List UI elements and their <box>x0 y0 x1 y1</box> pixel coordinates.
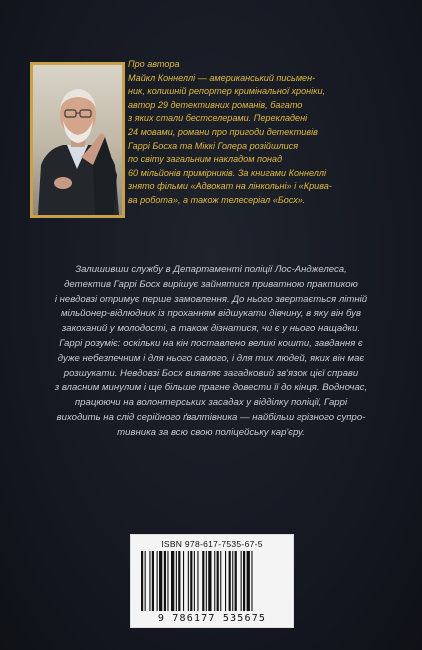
about-author-line: ник, колишній репортер кримінальної хроніки, <box>128 86 326 97</box>
about-author-line: знято фільми «Адвокат на лінкольні» і «Крива- <box>128 181 332 192</box>
about-author-line: 60 мільйонів примірників. За книгами Коннеллі <box>128 167 327 178</box>
isbn-label: ISBN 978-617-7535-67-5 <box>161 539 263 549</box>
description-line: Залишивши службу в Департаменті поліції Лос-Анджелеса, <box>75 264 347 275</box>
description-line: мільйонер-відлюдник із проханням відшукати дівчину, в яку він був <box>60 308 361 320</box>
barcode-box <box>130 534 294 628</box>
about-author <box>128 58 400 208</box>
about-author-heading: Про автора <box>128 59 180 69</box>
description-line: тивника за всю свою поліцейську кар'єру. <box>117 426 305 438</box>
about-author-line: Майкл Коннеллі — американський письмен- <box>128 72 316 83</box>
about-author-line: ва робота», а також телесеріал «Босх». <box>128 194 306 205</box>
description-line: і невдовзі отримує перше замовлення. До нього звертається літній <box>54 293 368 305</box>
barcode-icon <box>141 551 285 611</box>
about-author-line: з яких стали бестселерами. Перекладені <box>128 113 308 124</box>
about-author-line: 24 мовами, романи про пригоди детективів <box>128 126 318 137</box>
about-author-line: автор 29 детективних романів, багато <box>128 99 303 110</box>
description-line: дуже небезпечним і для нього самого, і для тих людей, яких він має <box>57 352 365 364</box>
description-line: працюючи на волонтерських засадах у відділку поліції, Гаррі <box>74 397 348 409</box>
description-line: розшукати. Невдовзі Босх виявляє загадковий зв'язок цієї справи <box>63 367 359 379</box>
description-line: закоханий у молодості, а також дізнатися, чи є у нього нащадки. <box>61 323 361 335</box>
author-photo <box>33 65 122 215</box>
about-author-line: по світу загальним накладом понад <box>128 154 283 165</box>
author-photo-frame <box>30 62 125 218</box>
about-author-line: Гаррі Босха та Міккі Голера розійшлися <box>128 140 299 151</box>
ean-digits: 9 786177 535675 <box>157 613 267 624</box>
description-line: Гаррі розуміє: оскільки на кін поставлено великі кошти, завдання є <box>59 337 363 349</box>
description-line: виходить на слід серійного ґвалтівника — найбільш грізного супро- <box>56 411 366 423</box>
description-line: з власним минулим і ще більше прагне довести її до кінця. Водночас, <box>54 382 368 394</box>
description-line: детектив Гаррі Босх вирішує зайнятися приватною практикою <box>64 278 358 290</box>
book-description <box>16 263 406 441</box>
